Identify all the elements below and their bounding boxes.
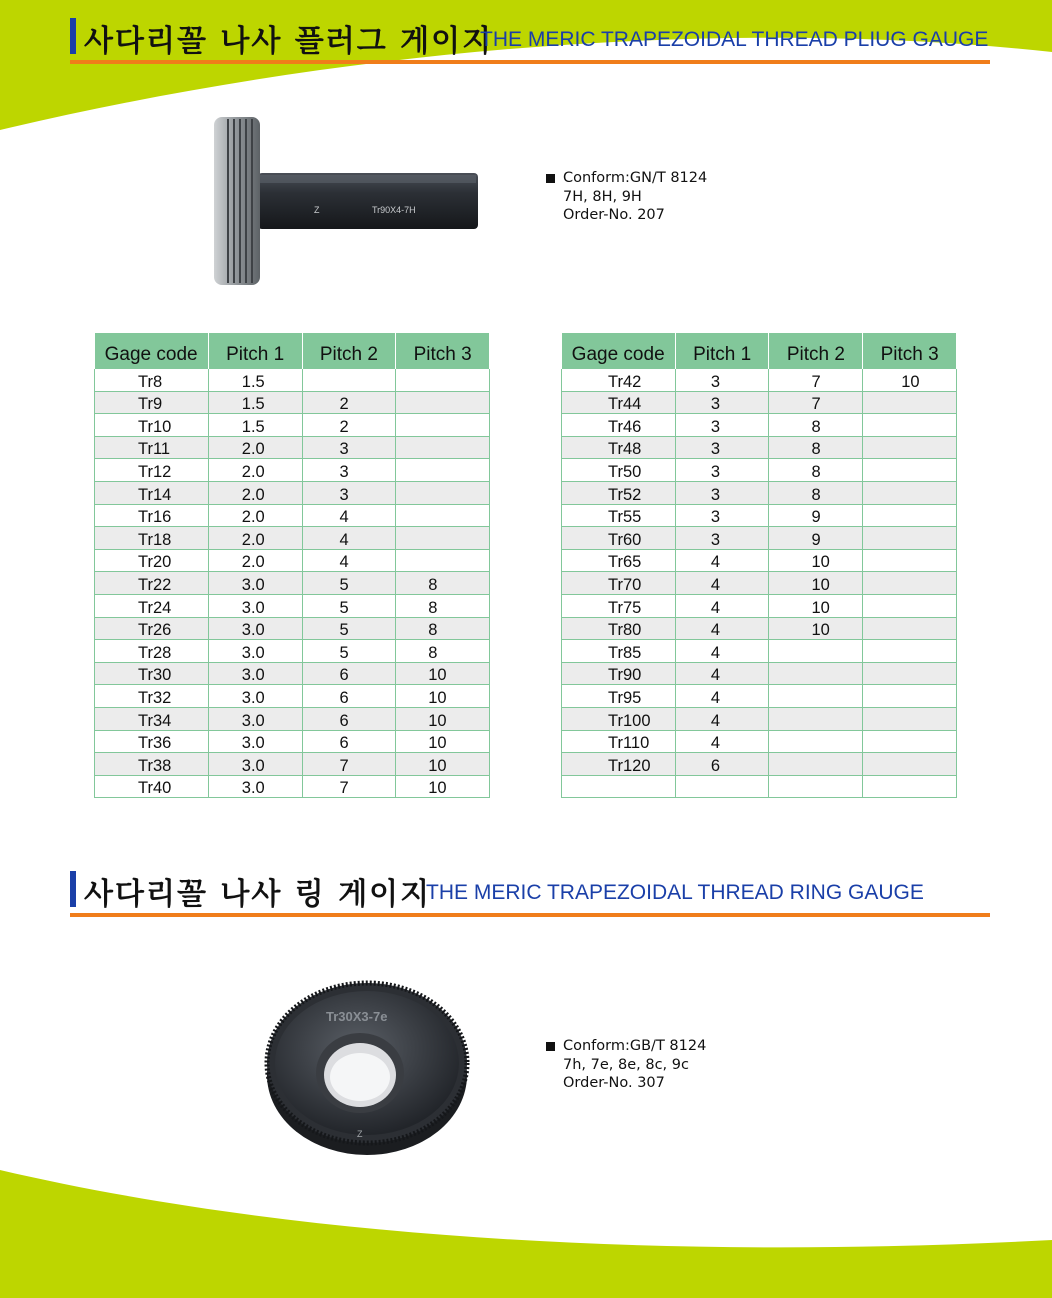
ring-gauge-image xyxy=(262,965,472,1165)
table-row xyxy=(562,527,957,550)
table-cell: Tr10 xyxy=(95,414,209,437)
table-cell: Tr30 xyxy=(95,662,209,685)
table-cell: Tr16 xyxy=(95,504,209,527)
table-cell: Tr50 xyxy=(562,459,676,482)
table-cell: 8 xyxy=(769,436,863,459)
plug-gauge-marking: Tr90X4-7H xyxy=(372,205,416,215)
table-cell: 2 xyxy=(302,414,396,437)
table-cell xyxy=(863,391,957,414)
table-cell: 2.0 xyxy=(208,481,302,504)
table-cell: 3.0 xyxy=(208,707,302,730)
table-cell: 4 xyxy=(675,662,769,685)
table-row xyxy=(95,640,490,663)
table-row xyxy=(562,391,957,414)
table-row xyxy=(562,594,957,617)
table-cell xyxy=(863,572,957,595)
table-row xyxy=(95,572,490,595)
table-cell xyxy=(396,481,490,504)
table-cell: 8 xyxy=(396,640,490,663)
table-cell: Tr24 xyxy=(95,594,209,617)
table-row xyxy=(562,730,957,753)
table-cell: 2.0 xyxy=(208,436,302,459)
table-cell xyxy=(863,549,957,572)
table-cell: Tr28 xyxy=(95,640,209,663)
table-cell: 3 xyxy=(675,504,769,527)
table-row xyxy=(562,549,957,572)
ring-gauge-mark-z: Z xyxy=(357,1129,363,1139)
table-cell: 10 xyxy=(396,753,490,776)
ring-spec-conform: Conform:GB/T 8124 xyxy=(563,1038,707,1054)
table-row xyxy=(95,414,490,437)
table-cell: 4 xyxy=(675,640,769,663)
table-cell xyxy=(863,436,957,459)
table-cell: 6 xyxy=(302,707,396,730)
column-header: Pitch 3 xyxy=(863,333,957,369)
table-cell xyxy=(769,662,863,685)
table-cell: 2 xyxy=(302,391,396,414)
table-cell: 2.0 xyxy=(208,504,302,527)
table-row xyxy=(562,572,957,595)
table-row xyxy=(562,617,957,640)
table-cell: Tr65 xyxy=(562,549,676,572)
table-row xyxy=(95,459,490,482)
table-cell: 4 xyxy=(675,594,769,617)
title-accent-bar xyxy=(70,18,76,54)
table-cell: 5 xyxy=(302,617,396,640)
table-cell: 4 xyxy=(675,707,769,730)
table-cell: Tr26 xyxy=(95,617,209,640)
table-cell xyxy=(769,775,863,798)
table-cell: 3 xyxy=(675,414,769,437)
ring-gauge-marking: Tr30X3-7e xyxy=(326,1009,388,1024)
table-row xyxy=(95,527,490,550)
table-cell: Tr12 xyxy=(95,459,209,482)
table-row xyxy=(562,369,957,391)
table-cell xyxy=(675,775,769,798)
table-cell: 3 xyxy=(675,391,769,414)
table-header-row xyxy=(95,333,490,369)
table-cell: 5 xyxy=(302,572,396,595)
table-cell: Tr44 xyxy=(562,391,676,414)
table-cell xyxy=(396,549,490,572)
table-cell: Tr110 xyxy=(562,730,676,753)
table-cell: 4 xyxy=(302,504,396,527)
plug-spec-tolerance: 7H, 8H, 9H xyxy=(563,188,642,205)
table-cell: 3.0 xyxy=(208,572,302,595)
table-cell: 7 xyxy=(769,391,863,414)
table-cell: 10 xyxy=(769,617,863,640)
table-cell xyxy=(396,504,490,527)
table-cell: Tr80 xyxy=(562,617,676,640)
column-header: Pitch 2 xyxy=(769,333,863,369)
table-cell xyxy=(396,369,490,391)
table-cell xyxy=(396,414,490,437)
table-cell: 4 xyxy=(302,549,396,572)
table-cell: 3.0 xyxy=(208,617,302,640)
table-cell: Tr20 xyxy=(95,549,209,572)
table-cell: 8 xyxy=(769,459,863,482)
bullet-square-icon xyxy=(546,1042,555,1051)
table-cell xyxy=(863,617,957,640)
table-row xyxy=(562,662,957,685)
table-row xyxy=(95,549,490,572)
table-cell: 5 xyxy=(302,594,396,617)
table-cell: 9 xyxy=(769,527,863,550)
table-row xyxy=(95,707,490,730)
table-cell: 6 xyxy=(302,685,396,708)
plug-title-english: THE MERIC TRAPEZOIDAL THREAD PLIUG GAUGE xyxy=(480,28,989,51)
table-cell: 4 xyxy=(675,549,769,572)
table-cell xyxy=(863,640,957,663)
table-cell: Tr34 xyxy=(95,707,209,730)
table-cell: 10 xyxy=(396,775,490,798)
bullet-square-icon xyxy=(546,174,555,183)
table-row xyxy=(562,414,957,437)
table-cell: 2.0 xyxy=(208,459,302,482)
table-cell: 1.5 xyxy=(208,414,302,437)
table-cell: 3 xyxy=(675,527,769,550)
table-cell: 3 xyxy=(675,436,769,459)
table-cell: 10 xyxy=(396,730,490,753)
table-cell: 3.0 xyxy=(208,775,302,798)
table-row xyxy=(95,775,490,798)
table-cell: 3.0 xyxy=(208,594,302,617)
table-cell: 10 xyxy=(863,369,957,391)
table-row xyxy=(95,753,490,776)
table-cell: 3.0 xyxy=(208,640,302,663)
table-cell: Tr75 xyxy=(562,594,676,617)
table-cell: 3.0 xyxy=(208,730,302,753)
ring-spec-tolerance: 7h, 7e, 8e, 8c, 9c xyxy=(563,1056,689,1073)
table-cell: 7 xyxy=(302,775,396,798)
table-cell: 3 xyxy=(675,481,769,504)
table-cell: 2.0 xyxy=(208,549,302,572)
table-cell: Tr95 xyxy=(562,685,676,708)
column-header: Pitch 1 xyxy=(675,333,769,369)
table-cell xyxy=(769,753,863,776)
table-cell: 3 xyxy=(302,436,396,459)
table-cell: 4 xyxy=(675,730,769,753)
ring-title-korean: 사다리꼴 나사 링 게이지 xyxy=(84,877,432,912)
table-cell xyxy=(863,504,957,527)
table-cell: 10 xyxy=(396,685,490,708)
table-cell: 10 xyxy=(769,594,863,617)
table-cell: Tr42 xyxy=(562,369,676,391)
table-cell: Tr52 xyxy=(562,481,676,504)
table-cell xyxy=(863,775,957,798)
table-cell: 8 xyxy=(396,617,490,640)
table-row xyxy=(562,707,957,730)
table-cell xyxy=(863,753,957,776)
table-cell: 3.0 xyxy=(208,753,302,776)
table-cell: 8 xyxy=(396,572,490,595)
column-header: Pitch 2 xyxy=(302,333,396,369)
table-row xyxy=(95,662,490,685)
table-cell: 8 xyxy=(396,594,490,617)
plug-title-korean: 사다리꼴 나사 플러그 게이지 xyxy=(84,24,494,59)
table-cell: Tr48 xyxy=(562,436,676,459)
table-row xyxy=(95,730,490,753)
table-cell xyxy=(863,662,957,685)
table-cell: 7 xyxy=(769,369,863,391)
table-cell: 10 xyxy=(769,572,863,595)
table-cell: Tr100 xyxy=(562,707,676,730)
table-cell: 6 xyxy=(302,662,396,685)
table-cell: 3.0 xyxy=(208,685,302,708)
plug-spec-order-no: Order-No. 207 xyxy=(563,207,665,223)
table-cell: Tr18 xyxy=(95,527,209,550)
table-cell: Tr46 xyxy=(562,414,676,437)
table-cell: 6 xyxy=(302,730,396,753)
table-cell: 5 xyxy=(302,640,396,663)
table-row xyxy=(562,685,957,708)
table-cell: 2.0 xyxy=(208,527,302,550)
table-cell: 8 xyxy=(769,414,863,437)
table-cell: Tr38 xyxy=(95,753,209,776)
table-row xyxy=(95,369,490,391)
plug-title-underline xyxy=(70,60,990,64)
table-row xyxy=(95,436,490,459)
table-cell: Tr120 xyxy=(562,753,676,776)
column-header: Pitch 1 xyxy=(208,333,302,369)
table-cell xyxy=(769,685,863,708)
table-cell: Tr14 xyxy=(95,481,209,504)
ring-spec-block xyxy=(546,1037,706,1093)
column-header: Gage code xyxy=(95,333,209,369)
table-cell: 3.0 xyxy=(208,662,302,685)
table-cell: 1.5 xyxy=(208,391,302,414)
table-cell: Tr32 xyxy=(95,685,209,708)
table-cell: Tr70 xyxy=(562,572,676,595)
table-cell xyxy=(769,640,863,663)
table-cell: Tr9 xyxy=(95,391,209,414)
table-cell: Tr36 xyxy=(95,730,209,753)
table-cell: Tr40 xyxy=(95,775,209,798)
table-row xyxy=(562,459,957,482)
table-row xyxy=(562,753,957,776)
table-cell: 6 xyxy=(675,753,769,776)
table-cell xyxy=(396,527,490,550)
table-cell xyxy=(863,685,957,708)
plug-spec-block xyxy=(546,169,707,225)
table-cell: Tr90 xyxy=(562,662,676,685)
table-cell: 4 xyxy=(302,527,396,550)
table-cell xyxy=(302,369,396,391)
plug-spec-conform: Conform:GN/T 8124 xyxy=(563,170,708,186)
table-cell: Tr85 xyxy=(562,640,676,663)
plug-gauge-table-right xyxy=(561,333,957,798)
table-cell: Tr55 xyxy=(562,504,676,527)
table-row xyxy=(562,436,957,459)
table-cell: 10 xyxy=(396,707,490,730)
table-cell xyxy=(396,459,490,482)
table-cell xyxy=(396,391,490,414)
table-cell: 8 xyxy=(769,481,863,504)
table-cell: 4 xyxy=(675,685,769,708)
column-header: Gage code xyxy=(562,333,676,369)
table-row xyxy=(95,504,490,527)
table-cell xyxy=(396,436,490,459)
table-cell: 3 xyxy=(675,369,769,391)
table-cell xyxy=(863,414,957,437)
ring-spec-order-no: Order-No. 307 xyxy=(563,1075,665,1091)
table-cell: 3 xyxy=(302,459,396,482)
table-cell xyxy=(562,775,676,798)
plug-gauge-table-left xyxy=(94,333,490,798)
plug-gauge-mark-z: Z xyxy=(314,205,320,215)
table-cell: 3 xyxy=(302,481,396,504)
ring-title-underline xyxy=(70,913,990,917)
table-cell: 4 xyxy=(675,572,769,595)
table-cell xyxy=(863,527,957,550)
table-row xyxy=(95,685,490,708)
table-row xyxy=(95,391,490,414)
table-cell xyxy=(863,459,957,482)
table-cell: Tr60 xyxy=(562,527,676,550)
table-cell xyxy=(863,594,957,617)
table-cell: Tr8 xyxy=(95,369,209,391)
bottom-lime-swoosh xyxy=(0,1170,1052,1298)
table-cell xyxy=(863,730,957,753)
table-cell: 3 xyxy=(675,459,769,482)
ring-title-english: THE MERIC TRAPEZOIDAL THREAD RING GAUGE xyxy=(426,881,924,904)
title-accent-bar xyxy=(70,871,76,907)
table-cell: Tr11 xyxy=(95,436,209,459)
table-cell xyxy=(769,730,863,753)
plug-gauge-image xyxy=(200,105,500,295)
table-cell xyxy=(863,481,957,504)
table-row xyxy=(95,594,490,617)
table-cell: 1.5 xyxy=(208,369,302,391)
table-cell xyxy=(769,707,863,730)
table-row xyxy=(562,775,957,798)
table-row xyxy=(562,481,957,504)
table-header-row xyxy=(562,333,957,369)
column-header: Pitch 3 xyxy=(396,333,490,369)
table-row xyxy=(562,504,957,527)
table-cell: 10 xyxy=(769,549,863,572)
table-cell: Tr22 xyxy=(95,572,209,595)
table-row xyxy=(95,617,490,640)
table-cell: 10 xyxy=(396,662,490,685)
table-cell: 4 xyxy=(675,617,769,640)
table-row xyxy=(95,481,490,504)
table-cell xyxy=(863,707,957,730)
table-cell: 7 xyxy=(302,753,396,776)
table-cell: 9 xyxy=(769,504,863,527)
table-row xyxy=(562,640,957,663)
